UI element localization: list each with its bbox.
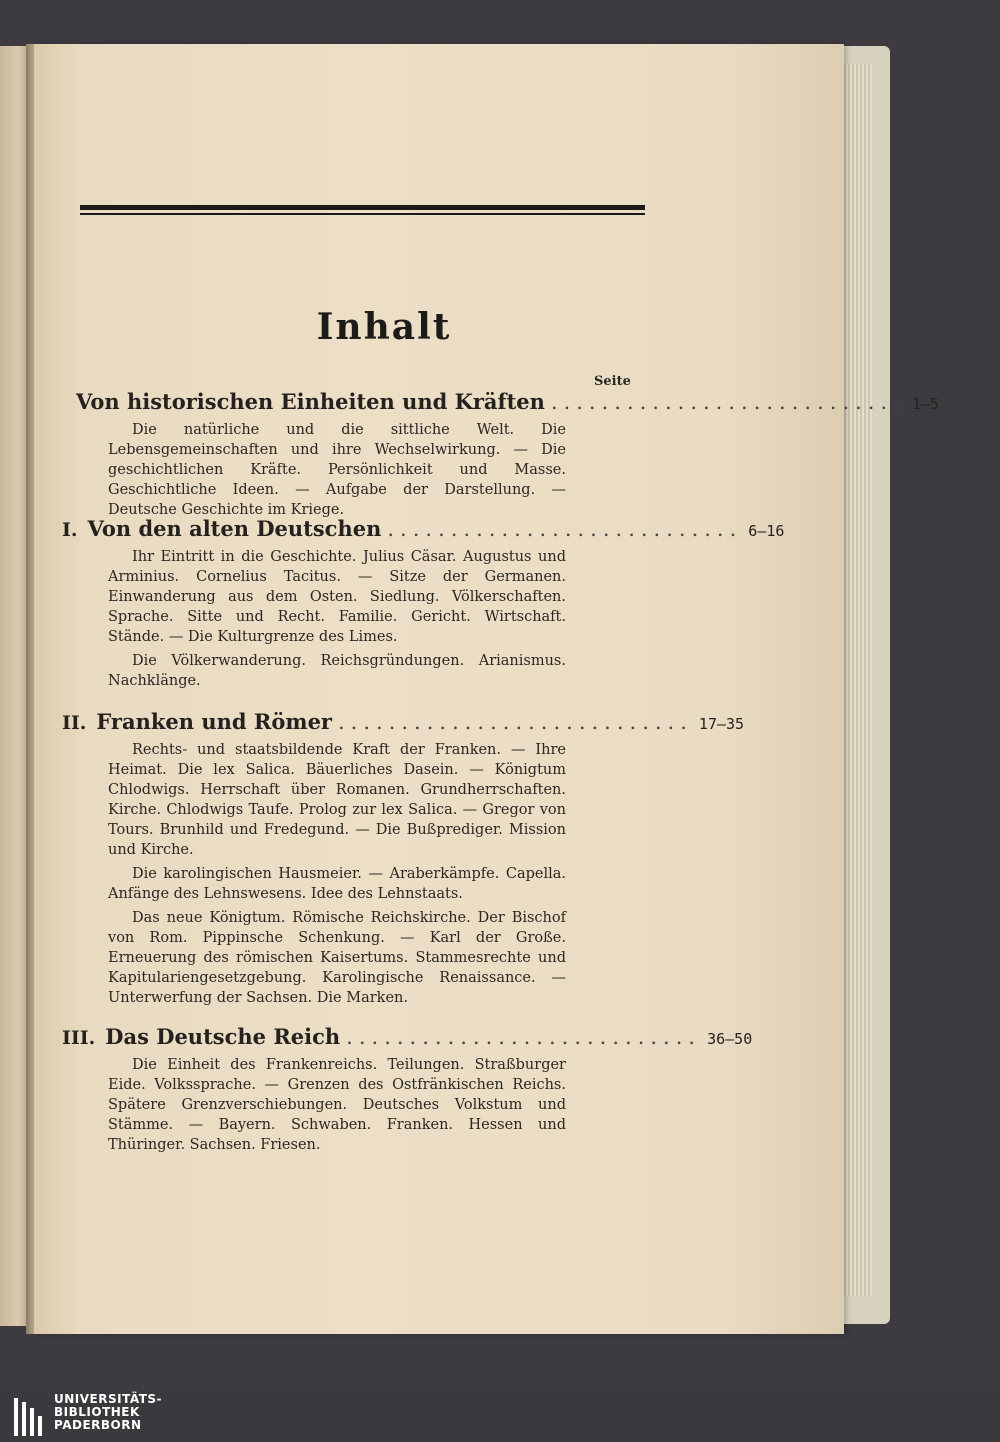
toc-entry-title: Franken und Römer (96, 709, 332, 734)
page-column-label: Seite (594, 374, 631, 389)
toc-entry-number: II. (62, 712, 87, 734)
leader-dots: ............................ (387, 517, 743, 541)
toc-entry-pages: 17—35 (698, 715, 745, 733)
toc-entry (62, 709, 745, 1012)
toc-entry-number: III. (62, 1027, 96, 1049)
toc-entry-heading-row (76, 389, 939, 414)
leader-dots: ............................ (346, 1025, 702, 1049)
toc-entry-pages: 6—16 (748, 522, 785, 540)
toc-entry-description (108, 420, 566, 520)
toc-entry-paragraph: Die natürliche und die sittliche Welt. Die Lebensgemeinschaften und ihre Wechselwirkung. — Die geschichtlichen Kräfte. Persönlichkeit und Masse. Geschichtliche Ideen. — Aufgabe der Darstellung. — Deutsche Geschichte im Kriege. (108, 422, 566, 518)
library-logo-line: PADERBORN (54, 1418, 142, 1432)
library-logo-line: BIBLIOTHEK (54, 1405, 140, 1419)
library-logo-line: UNIVERSITÄTS- (54, 1392, 163, 1406)
toc-entry-description (108, 547, 566, 691)
toc-entry-heading-row (62, 516, 785, 541)
book-page (34, 44, 939, 1334)
leader-dots: ............................ (338, 710, 693, 734)
toc-entry-heading-row (62, 1024, 753, 1049)
header-rule-thick (80, 205, 645, 210)
toc-entry-number: I. (62, 519, 78, 541)
toc-entry-title: Von den alten Deutschen (87, 516, 382, 541)
toc-entry-paragraph: Das neue Königtum. Römische Reichskirche. Der Bischof von Rom. Pippinsche Schenkung. — Karl der Große. Erneuerung des römischen Kaisertums. Stammesrechte und Kapitulariengesetzgebung. Karolingische Renaissance. — Unterwerfung der Sachsen. Die Marken. (108, 910, 566, 1006)
toc-entry-description (108, 740, 566, 1008)
toc-entry-description (108, 1055, 566, 1155)
leader-dots: ............................ (550, 390, 906, 414)
toc-entry-paragraph: Rechts- und staatsbildende Kraft der Franken. — Ihre Heimat. Die lex Salica. Bäuerliches Dasein. — Königtum Chlodwigs. Herrschaft über Romanen. Grundherrschaften. Kirche. Chlodwigs Taufe. Prolog zur lex Salica. — Gregor von Tours. Brunhild und Fredegund. — Die Bußprediger. Mission und Kirche. (108, 742, 566, 858)
toc-entry (76, 389, 939, 524)
toc-entry-paragraph: Die Einheit des Frankenreichs. Teilungen. Straßburger Eide. Volkssprache. — Grenzen des Ostfränkischen Reichs. Spätere Grenzverschiebungen. Deutsches Volkstum und Stämme. — Bayern. Schwaben. Franken. Hessen und Thüringer. Sachsen. Friesen. (108, 1057, 566, 1153)
toc-entry-title: Das Deutsche Reich (105, 1024, 341, 1049)
toc-entry-paragraph: Ihr Eintritt in die Geschichte. Julius Cäsar. Augustus und Arminius. Cornelius Tacitus. — Sitze der Germanen. Einwanderung aus dem Osten. Siedlung. Völkerschaften. Sprache. Sitte und Recht. Familie. Gericht. Wirtschaft. Stände. — Die Kulturgrenze des Limes. (108, 549, 566, 645)
library-logo-icon (14, 1398, 48, 1436)
toc-entry (62, 1024, 753, 1159)
page-title: Inhalt (316, 306, 452, 348)
toc-entry-heading-row (62, 709, 745, 734)
library-logo-text (54, 1393, 162, 1432)
toc-entry-pages: 1—5 (911, 395, 939, 413)
toc-entry-title: Von historischen Einheiten und Kräften (76, 389, 545, 414)
toc-entry-paragraph: Die Völkerwanderung. Reichsgründungen. Arianismus. Nachklänge. (108, 653, 566, 689)
toc-entry-paragraph: Die karolingischen Hausmeier. — Araberkämpfe. Capella. Anfänge des Lehnswesens. Idee des Lehnstaats. (108, 866, 566, 902)
header-rule-thin (80, 213, 645, 215)
toc-entry (62, 516, 785, 695)
toc-entry-pages: 36—50 (707, 1030, 753, 1048)
